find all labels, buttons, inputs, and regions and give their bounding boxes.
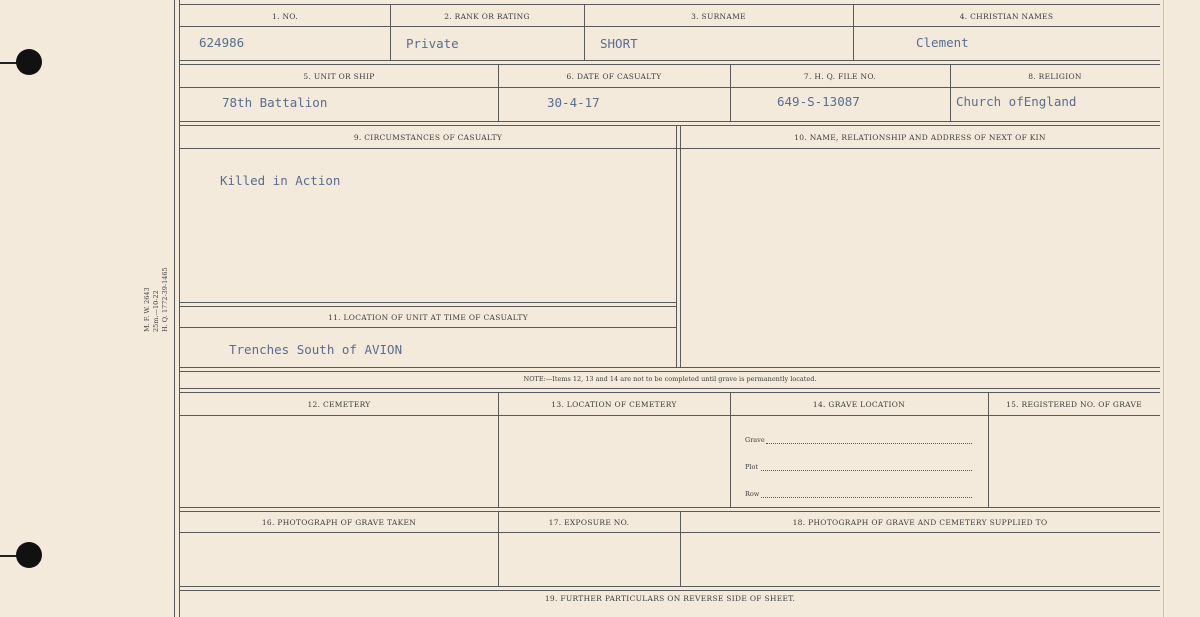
value-rank: Private bbox=[406, 36, 459, 51]
label-file-no: 7. H. Q. FILE NO. bbox=[803, 72, 877, 81]
label-registered-no: 15. REGISTERED NO. OF GRAVE bbox=[1006, 400, 1142, 409]
label-grave-location: 14. GRAVE LOCATION bbox=[812, 400, 906, 409]
label-number: 1. NO. bbox=[272, 12, 298, 21]
photo-bottom-rule bbox=[180, 586, 1160, 591]
row-field-label: Row bbox=[745, 490, 760, 498]
left-border-outer bbox=[174, 0, 175, 617]
label-religion: 8. RELIGION bbox=[1028, 72, 1082, 81]
cemetery-header-rule bbox=[180, 415, 1160, 416]
circumstances-header-rule bbox=[180, 148, 1160, 149]
value-surname: SHORT bbox=[600, 36, 638, 51]
row1-header-rule bbox=[180, 26, 1160, 27]
grave-field-line bbox=[766, 442, 972, 444]
note-text: NOTE:—Items 12, 13 and 14 are not to be completed until grave is permanently located. bbox=[523, 375, 817, 383]
circ-right-1 bbox=[676, 125, 677, 368]
label-photo-supplied: 18. PHOTOGRAPH OF GRAVE AND CEMETERY SUPPLIED TO bbox=[792, 518, 1048, 527]
binder-hole-top bbox=[16, 49, 42, 75]
footer-note: 19. FURTHER PARTICULARS ON REVERSE SIDE OF SHEET. bbox=[544, 594, 796, 603]
value-religion: Church ofEngland bbox=[956, 94, 1077, 109]
cemetery-bottom-rule bbox=[180, 507, 1160, 512]
label-surname: 3. SURNAME bbox=[691, 12, 746, 21]
cem-divider-1 bbox=[498, 392, 499, 508]
label-cemetery: 12. CEMETERY bbox=[307, 400, 371, 409]
value-date: 30-4-17 bbox=[547, 95, 600, 110]
binder-hole-bottom bbox=[16, 542, 42, 568]
row-field-line bbox=[761, 496, 972, 498]
cem-divider-2 bbox=[730, 392, 731, 508]
photo-header-rule bbox=[180, 532, 1160, 533]
label-date: 6. DATE OF CASUALTY bbox=[566, 72, 662, 81]
grave-field-label: Grave bbox=[745, 436, 765, 444]
note-top-rule bbox=[180, 367, 1160, 372]
label-christian-names: 4. CHRISTIAN NAMES bbox=[959, 12, 1054, 21]
label-rank: 2. RANK OR RATING bbox=[444, 12, 530, 21]
label-location: 11. LOCATION OF UNIT AT TIME OF CASUALTY bbox=[328, 313, 528, 322]
location-top-rule bbox=[180, 302, 676, 307]
row2-bottom-rule bbox=[180, 121, 1160, 126]
location-header-rule bbox=[180, 327, 676, 328]
right-edge bbox=[1163, 0, 1164, 617]
cem-divider-3 bbox=[988, 392, 989, 508]
value-christian-names: Clement bbox=[916, 35, 969, 50]
value-file-no: 649-S-13087 bbox=[777, 94, 860, 109]
row1-bottom-rule bbox=[180, 60, 1160, 65]
plot-field-line bbox=[761, 469, 972, 471]
label-exposure-no: 17. EXPOSURE NO. bbox=[548, 518, 630, 527]
value-circumstances: Killed in Action bbox=[220, 173, 341, 188]
row2-header-rule bbox=[180, 87, 1160, 88]
label-cemetery-location: 13. LOCATION OF CEMETERY bbox=[551, 400, 677, 409]
circ-right-2 bbox=[680, 125, 681, 368]
value-location: Trenches South of AVION bbox=[229, 342, 403, 357]
value-number: 624986 bbox=[199, 35, 245, 50]
label-unit: 5. UNIT OR SHIP bbox=[303, 72, 375, 81]
label-circumstances: 9. CIRCUMSTANCES OF CASUALTY bbox=[353, 133, 503, 142]
value-unit: 78th Battalion bbox=[222, 95, 328, 110]
row1-top-rule bbox=[180, 4, 1160, 5]
label-photo-taken: 16. PHOTOGRAPH OF GRAVE TAKEN bbox=[261, 518, 417, 527]
form-code: M. F. W. 2643 25m.—10-22 H. Q. 1772-39-1465 bbox=[143, 267, 169, 332]
note-bottom-rule bbox=[180, 388, 1160, 393]
plot-field-label: Plot bbox=[745, 463, 758, 471]
label-next-of-kin: 10. NAME, RELATIONSHIP AND ADDRESS OF NEXT OF KIN bbox=[794, 133, 1046, 142]
